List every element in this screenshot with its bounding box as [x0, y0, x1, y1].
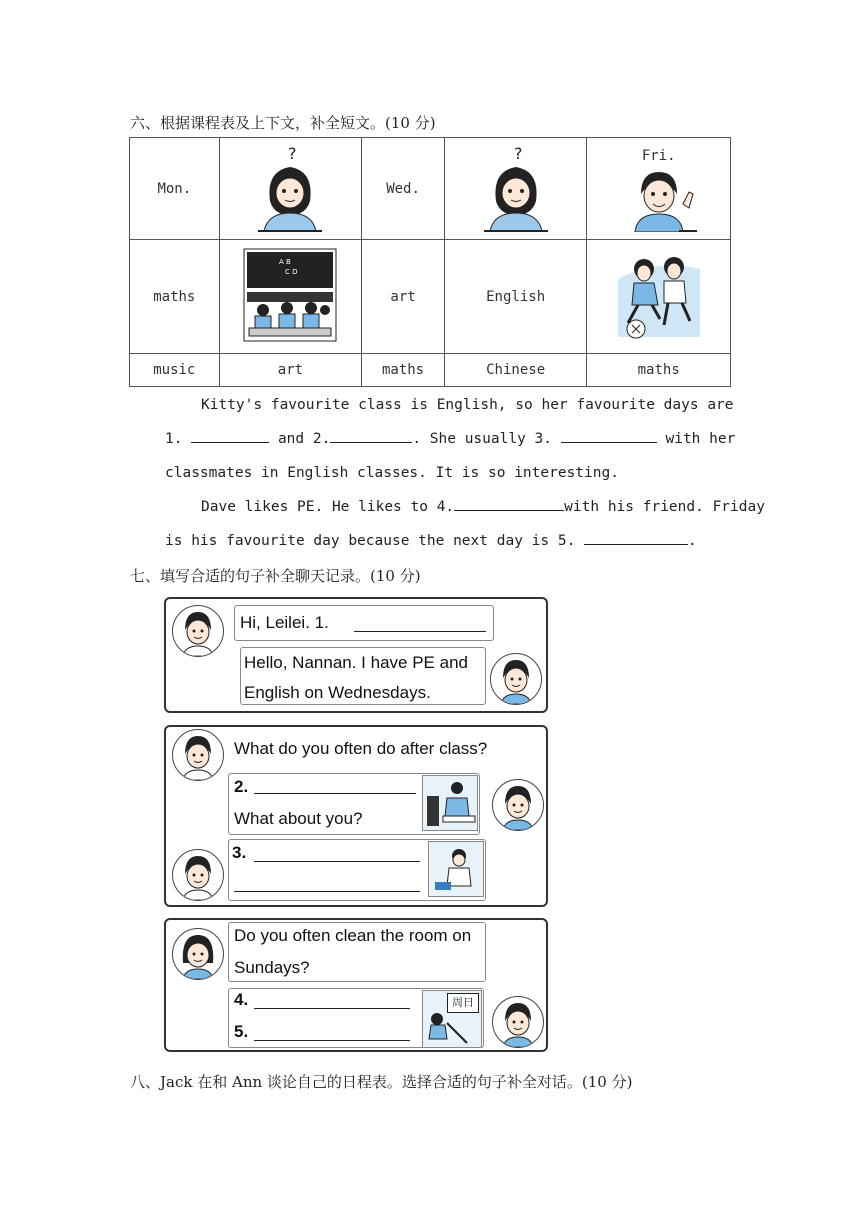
answer-blank-1[interactable] [191, 428, 269, 443]
avatar-boy [492, 996, 544, 1048]
chat3-question-line2: Sundays? [234, 958, 310, 977]
blank-label: . [688, 533, 697, 549]
para1-line2 [165, 422, 736, 456]
avatar-nannan [172, 729, 224, 781]
svg-text:?: ? [513, 143, 523, 163]
chat-box-2 [164, 725, 548, 907]
avatar-leilei [490, 653, 542, 705]
svg-text:A B: A B [279, 257, 292, 266]
girl-question-illustration [219, 138, 362, 240]
chat2-question: What do you often do after class? [234, 739, 488, 758]
answer-number-5: 5. [234, 1022, 249, 1041]
table-cell: art [362, 240, 445, 354]
table-cell: maths [362, 354, 445, 387]
para2-line1 [201, 490, 765, 524]
day-label: Fri. [641, 148, 676, 164]
chat-box-1 [164, 597, 548, 713]
answer-blank-5[interactable] [584, 530, 688, 545]
answer-number-3: 3. [232, 843, 247, 862]
table-cell: music [130, 354, 220, 387]
table-cell: Chinese [444, 354, 587, 387]
table-row [130, 240, 731, 354]
chat3-question-line1: Do you often clean the room on [234, 926, 472, 945]
blank-label: 1. [165, 431, 183, 447]
answer-blank-3[interactable] [561, 428, 657, 443]
chat1-question: Hi, Leilei. 1. [240, 613, 329, 632]
chat2-what-about-you: What about you? [234, 809, 363, 828]
avatar-nannan [172, 605, 224, 657]
blank-label: with her [665, 431, 736, 447]
chat-box-3 [164, 918, 548, 1052]
boy-homework-picture [428, 841, 484, 897]
chat1-answer-line2: English on Wednesdays. [244, 683, 431, 702]
table-row [130, 138, 731, 240]
classroom-illustration [219, 240, 362, 354]
table-cell-fri [587, 138, 731, 240]
schedule-table [129, 137, 731, 387]
table-row [130, 354, 731, 387]
section7-title: 七、填写合适的句子补全聊天记录。(10 分) [130, 567, 421, 585]
section8-title: 八、Jack 在和 Ann 谈论自己的日程表。选择合适的句子补全对话。(10 分) [130, 1073, 633, 1091]
answer-line-1[interactable] [354, 631, 486, 632]
answer-blank-4[interactable] [454, 496, 564, 511]
svg-text:?: ? [288, 143, 297, 163]
answer-blank-2[interactable] [330, 428, 412, 443]
table-cell: maths [587, 354, 731, 387]
blank-label: . She usually 3. [412, 431, 553, 447]
chat1-answer-line1: Hello, Nannan. I have PE and [244, 653, 468, 672]
para2-line2 [165, 524, 731, 558]
answer-line-2[interactable] [254, 793, 416, 794]
cleaning-picture [422, 990, 482, 1048]
section6-title: 六、根据课程表及上下文，补全短文。(10 分) [130, 114, 436, 132]
avatar-girl [172, 928, 224, 980]
answer-line-4[interactable] [254, 1008, 410, 1009]
table-cell: art [219, 354, 362, 387]
avatar-leilei [492, 779, 544, 831]
blank-label: with his friend. Friday [564, 499, 765, 515]
blank-label: is his favourite day because the next day is 5. [165, 533, 576, 549]
table-cell: Wed. [362, 138, 445, 240]
blank-label: and 2. [277, 431, 331, 447]
boy-thumbs-up-illustration [619, 164, 699, 232]
answer-line-3b[interactable] [234, 891, 420, 892]
boy-reading-picture [422, 775, 478, 831]
blank-label: Dave likes PE. He likes to 4. [201, 499, 455, 515]
answer-number-4: 4. [234, 990, 249, 1009]
avatar-nannan [172, 849, 224, 901]
answer-number-2: 2. [234, 777, 249, 796]
answer-line-5[interactable] [254, 1040, 410, 1041]
para1-line3: classmates in English classes. It is so interesting. [165, 465, 619, 481]
sunday-sign: 周日 [447, 993, 479, 1013]
table-cell: English [444, 240, 587, 354]
table-cell: Mon. [130, 138, 220, 240]
girl-question-illustration [444, 138, 587, 240]
football-illustration [587, 240, 731, 354]
svg-text:C D: C D [285, 267, 298, 276]
answer-line-3a[interactable] [254, 861, 420, 862]
table-cell: maths [130, 240, 220, 354]
para1-line1: Kitty's favourite class is English, so her favourite days are [201, 397, 734, 413]
